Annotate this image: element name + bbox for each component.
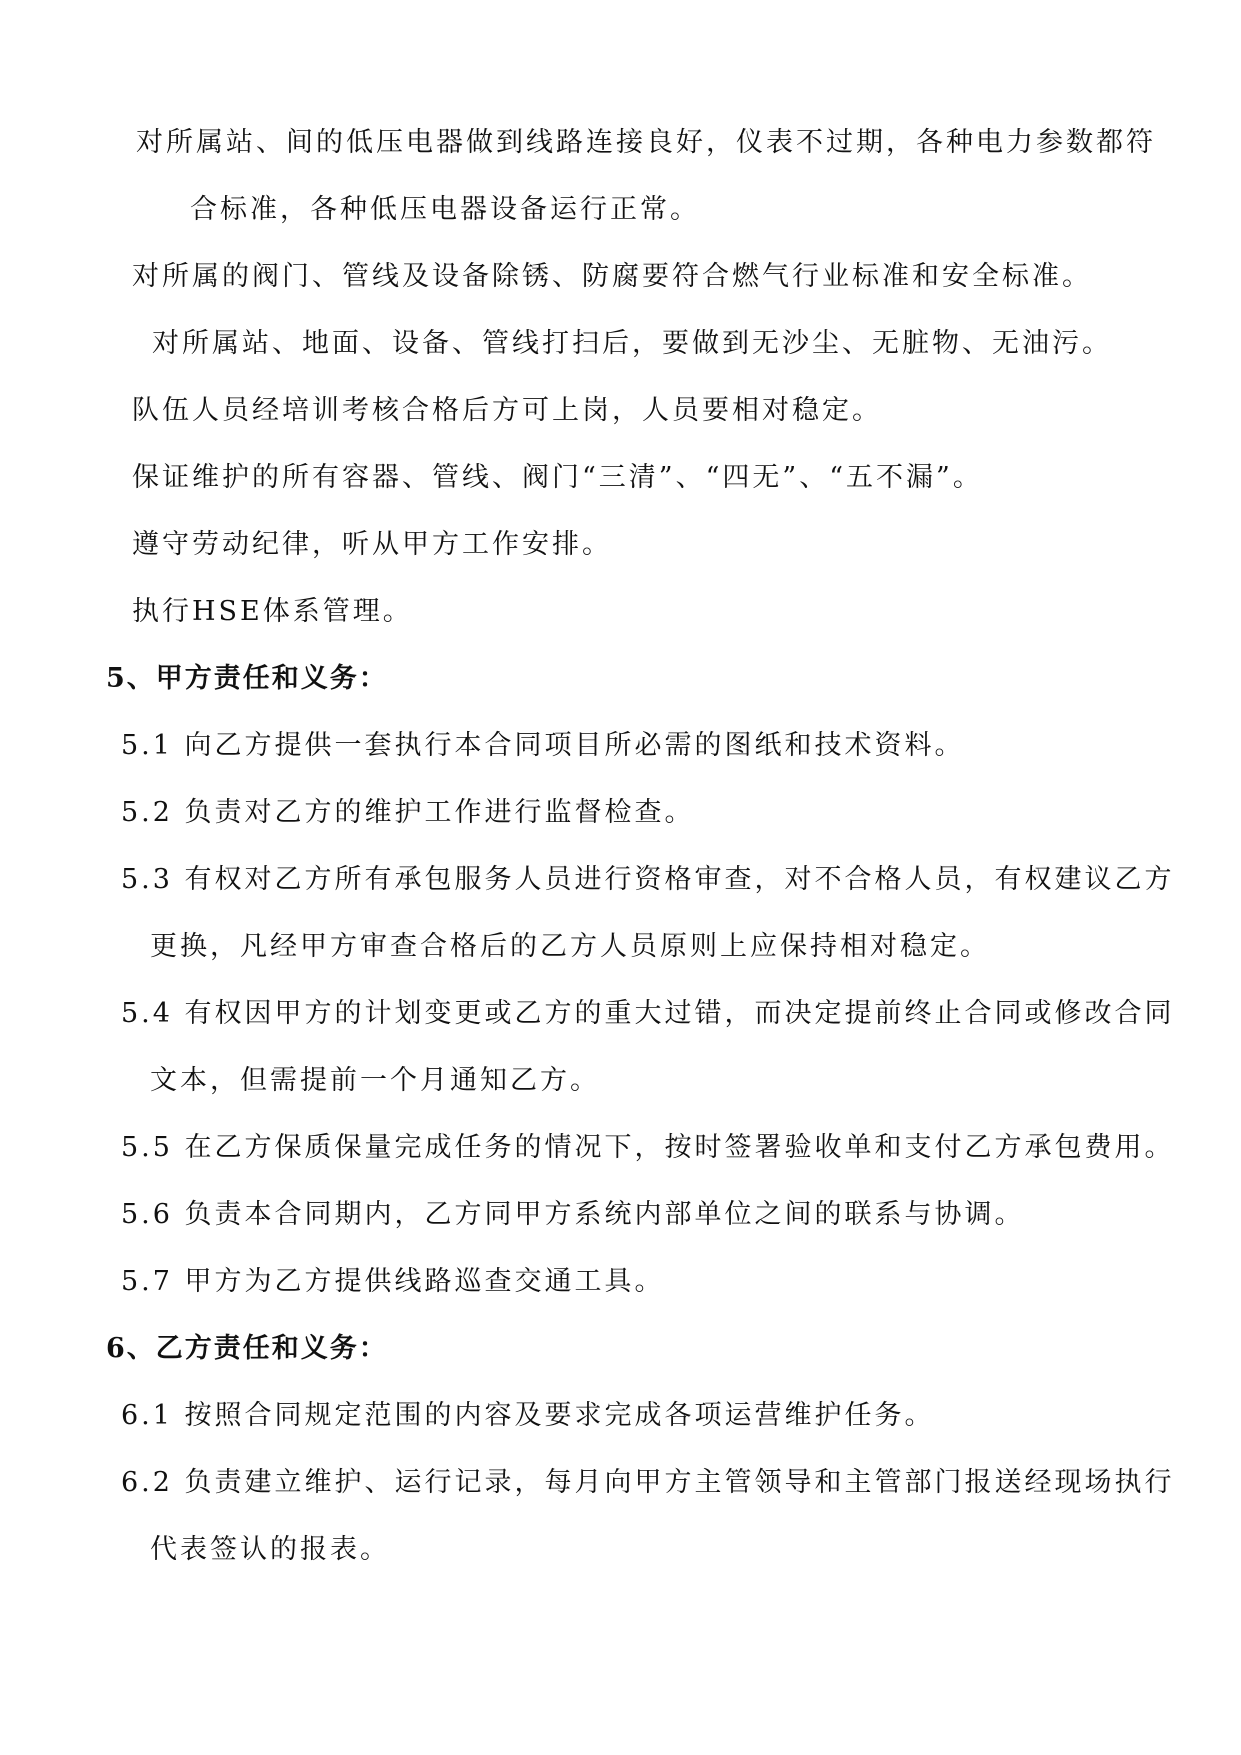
text-line: 执行HSE体系管理。: [132, 596, 413, 627]
section-heading: 6、乙方责任和义务：: [106, 1333, 388, 1364]
clause-item-continuation: 代表签认的报表。: [150, 1534, 390, 1565]
clause-item-continuation: 文本，但需提前一个月通知乙方。: [150, 1065, 600, 1096]
text-line: 遵守劳动纪律，听从甲方工作安排。: [132, 529, 612, 560]
clause-item: 5.6 负责本合同期内，乙方同甲方系统内部单位之间的联系与协调。: [121, 1199, 1025, 1230]
clause-item-continuation: 更换，凡经甲方审查合格后的乙方人员原则上应保持相对稳定。: [150, 931, 990, 962]
clause-item: 5.5 在乙方保质保量完成任务的情况下，按时签署验收单和支付乙方承包费用。: [121, 1132, 1175, 1163]
text-line: 对所属的阀门、管线及设备除锈、防腐要符合燃气行业标准和安全标准。: [132, 261, 1092, 292]
text-line: 队伍人员经培训考核合格后方可上岗，人员要相对稳定。: [132, 395, 882, 426]
clause-item: 5.1 向乙方提供一套执行本合同项目所必需的图纸和技术资料。: [121, 730, 965, 761]
clause-item: 5.2 负责对乙方的维护工作进行监督检查。: [121, 797, 695, 828]
text-line: 合标准，各种低压电器设备运行正常。: [190, 194, 700, 225]
text-line: 对所属站、间的低压电器做到线路连接良好，仪表不过期，各种电力参数都符: [136, 127, 1156, 158]
clause-item: 5.4 有权因甲方的计划变更或乙方的重大过错，而决定提前终止合同或修改合同: [121, 998, 1175, 1029]
text-line: 对所属站、地面、设备、管线打扫后，要做到无沙尘、无脏物、无油污。: [152, 328, 1112, 359]
text-line: 保证维护的所有容器、管线、阀门“三清”、“四无”、“五不漏”。: [132, 462, 983, 493]
clause-item: 5.7 甲方为乙方提供线路巡查交通工具。: [121, 1266, 665, 1297]
clause-item: 5.3 有权对乙方所有承包服务人员进行资格审查，对不合格人员，有权建议乙方: [121, 864, 1175, 895]
clause-item: 6.1 按照合同规定范围的内容及要求完成各项运营维护任务。: [121, 1400, 935, 1431]
clause-item: 6.2 负责建立维护、运行记录，每月向甲方主管领导和主管部门报送经现场执行: [121, 1467, 1175, 1498]
section-heading: 5、甲方责任和义务：: [106, 663, 388, 694]
